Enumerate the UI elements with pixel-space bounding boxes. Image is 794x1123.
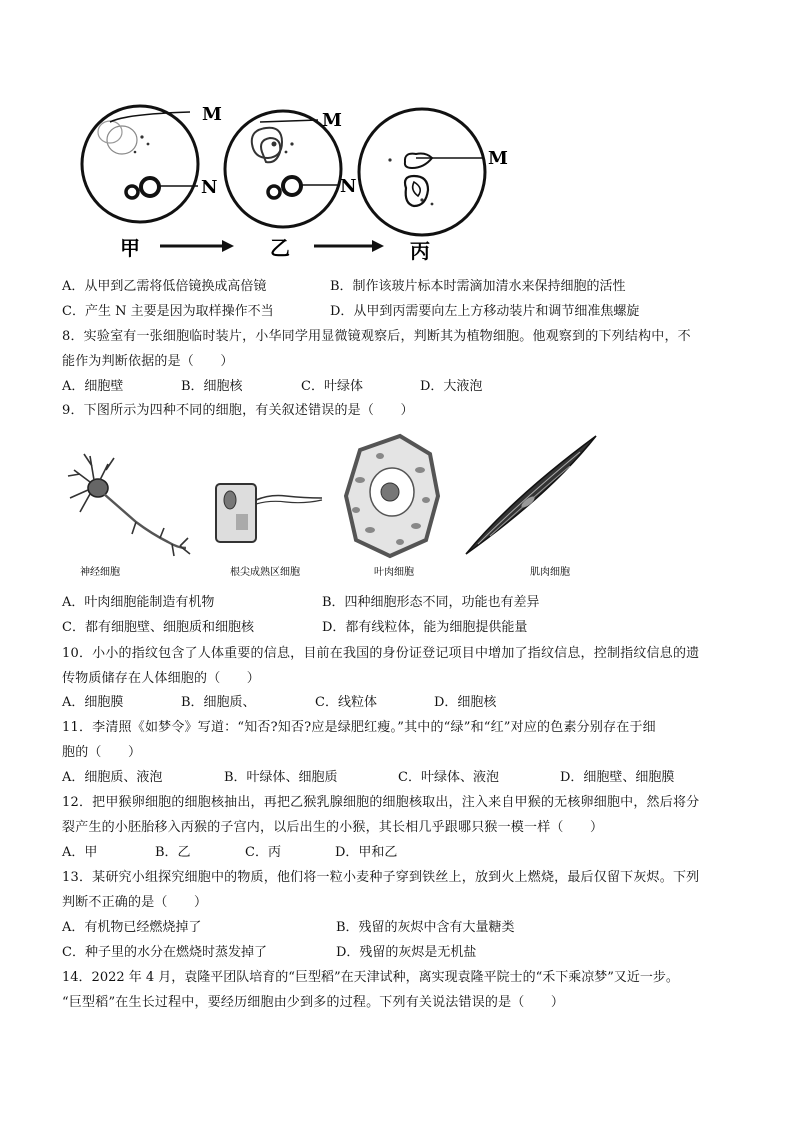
four-cells-figure — [60, 430, 610, 585]
q11-stem-line2: 胞的（ ） — [62, 745, 142, 760]
q10-option-c: C．线粒体 — [315, 695, 377, 710]
q13-option-c: C．种子里的水分在燃烧时蒸发掉了 — [62, 945, 267, 960]
q10-option-b: B．细胞质、 — [181, 695, 256, 710]
label-m-2: M — [322, 110, 342, 131]
q13-stem-line2: 判断不正确的是（ ） — [62, 895, 208, 910]
q14-stem-line1: 14．2022 年 4 月，袁隆平团队培育的“巨型稻”在天津试种，离实现袁隆平院士的“禾下乘凉梦”又近一步。 — [62, 970, 679, 985]
label-n-2: N — [340, 176, 357, 197]
caption-root-cell: 根尖成熟区细胞 — [230, 567, 300, 578]
label-n-1: N — [201, 177, 218, 198]
view-jia — [82, 106, 198, 222]
label-m-3: M — [488, 148, 508, 169]
label-m-1: M — [202, 104, 222, 125]
label-jia: 甲 — [120, 236, 140, 260]
q11-stem-line1: 11．李清照《如梦令》写道：“知否?知否?应是绿肥红瘦。”其中的“绿”和“红”对应的色素分别存在于细 — [62, 720, 656, 735]
muscle-cell-image — [466, 436, 596, 554]
q13-option-a: A．有机物已经燃烧掉了 — [62, 920, 202, 935]
q7-option-c: C．产生 N 主要是因为取样操作不当 — [62, 304, 274, 319]
q13-option-b: B．残留的灰烬中含有大量糖类 — [336, 920, 515, 935]
arrow-right-icon — [314, 240, 384, 252]
q9-option-b: B．四种细胞形态不同，功能也有差异 — [322, 595, 540, 610]
view-bing — [359, 109, 485, 235]
nerve-cell-image — [68, 454, 190, 556]
q8-option-b: B．细胞核 — [181, 379, 243, 394]
q11-option-a: A．细胞质、液泡 — [62, 770, 163, 785]
caption-nerve-cell: 神经细胞 — [80, 567, 120, 578]
q10-stem-line2: 传物质储存在人体细胞的（ ） — [62, 671, 261, 686]
q11-option-b: B．叶绿体、细胞质 — [224, 770, 338, 785]
q9-option-a: A．叶肉细胞能制造有机物 — [62, 595, 215, 610]
q8-option-c: C．叶绿体 — [301, 379, 363, 394]
root-cell-image — [216, 484, 322, 542]
q13-option-d: D．残留的灰烬是无机盐 — [336, 945, 477, 960]
caption-leaf-cell: 叶肉细胞 — [374, 567, 414, 578]
q12-option-d: D．甲和乙 — [335, 845, 398, 860]
q13-stem-line1: 13．某研究小组探究细胞中的物质，他们将一粒小麦种子穿到铁丝上，放到火上燃烧，最后仅留下灰烬。下列 — [62, 870, 700, 885]
q8-option-a: A．细胞壁 — [62, 379, 124, 394]
microscope-views-figure — [70, 92, 530, 267]
q10-stem-line1: 10．小小的指纹包含了人体重要的信息，目前在我国的身份证登记项目中增加了指纹信息，控制指纹信息的遗 — [62, 646, 700, 661]
q12-option-c: C．丙 — [245, 845, 281, 860]
q9-option-d: D．都有线粒体，能为细胞提供能量 — [322, 620, 528, 635]
q8-stem-line1: 8．实验室有一张细胞临时装片，小华同学用显微镜观察后，判断其为植物细胞。他观察到的下列结构中，不 — [62, 329, 691, 344]
q9-option-c: C．都有细胞壁、细胞质和细胞核 — [62, 620, 254, 635]
leaf-cell-image — [346, 436, 438, 556]
q9-stem: 9．下图所示为四种不同的细胞，有关叙述错误的是（ ） — [62, 403, 414, 418]
q7-option-b: B．制作该玻片标本时需滴加清水来保持细胞的活性 — [330, 279, 626, 294]
q14-stem-line2: “巨型稻”在生长过程中，要经历细胞由少到多的过程。下列有关说法错误的是（ ） — [62, 995, 565, 1010]
q12-stem-line2: 裂产生的小胚胎移入丙猴的子宫内，以后出生的小猴，其长相几乎跟哪只猴一模一样（ ） — [62, 820, 604, 835]
q7-option-d: D．从甲到丙需要向左上方移动装片和调节细准焦螺旋 — [330, 304, 640, 319]
q11-option-d: D．细胞壁、细胞膜 — [560, 770, 675, 785]
arrow-right-icon — [160, 240, 234, 252]
caption-muscle-cell: 肌肉细胞 — [530, 567, 570, 578]
q11-option-c: C．叶绿体、液泡 — [398, 770, 499, 785]
q12-option-a: A．甲 — [62, 845, 98, 860]
q10-option-d: D．细胞核 — [434, 695, 497, 710]
label-yi: 乙 — [270, 236, 290, 260]
label-bing: 丙 — [410, 239, 430, 263]
q12-option-b: B．乙 — [155, 845, 191, 860]
q10-option-a: A．细胞膜 — [62, 695, 124, 710]
q12-stem-line1: 12．把甲猴卵细胞的细胞核抽出，再把乙猴乳腺细胞的细胞核取出，注入来自甲猴的无核卵细胞中，然后将分 — [62, 795, 700, 810]
q8-stem-line2: 能作为判断依据的是（ ） — [62, 354, 234, 369]
q8-option-d: D．大液泡 — [420, 379, 483, 394]
q7-option-a: A．从甲到乙需将低倍镜换成高倍镜 — [62, 279, 267, 294]
